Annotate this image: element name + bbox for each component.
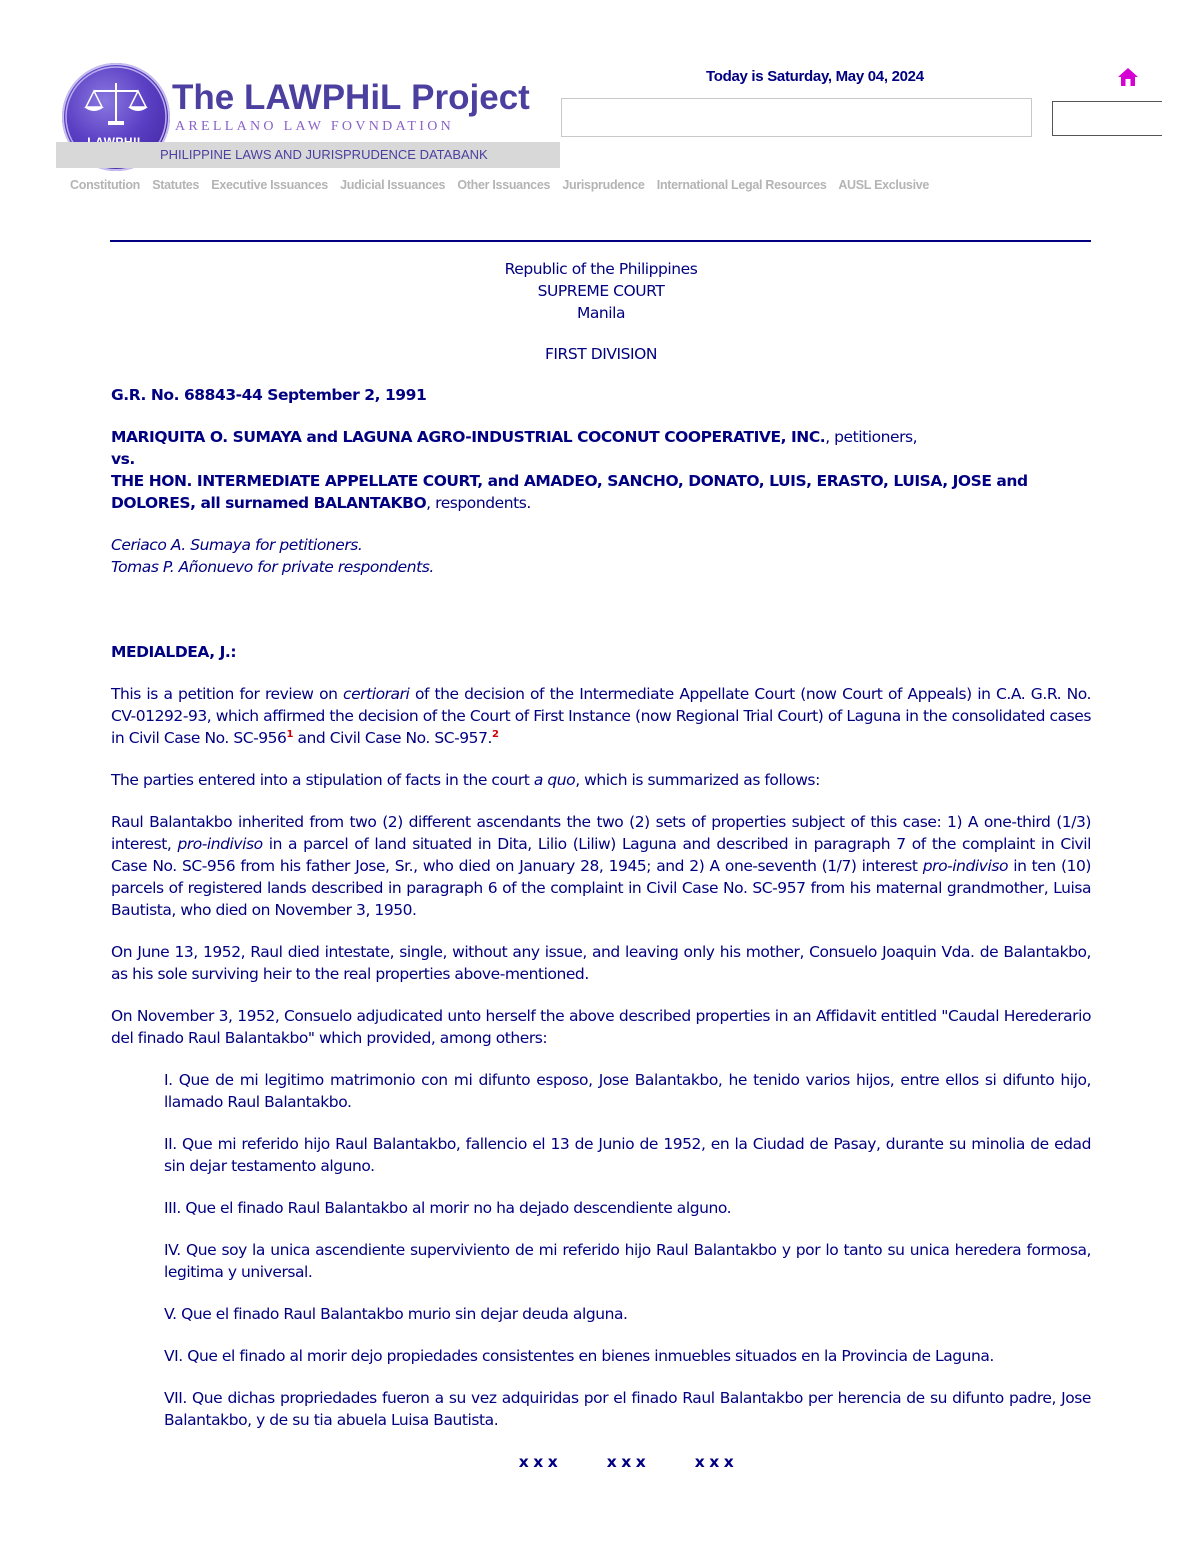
paragraph-1-text-a: This is a petition for review on [111, 685, 344, 703]
today-date: Today is Saturday, May 04, 2024 [706, 68, 924, 85]
respondents-label: , respondents. [426, 494, 531, 512]
counsel-petitioners: Ceriaco A. Sumaya for petitioners. [111, 536, 363, 554]
paragraph-1-text-c: of the decision of the Intermediate Appellate Court (now Court of Appeals) in C.A. G.R. No. CV-01292-93, which affirmed the decision of the Court of First Instance (now Regional Trial Court) of Laguna in the consolidated cases in Civil Case No. SC-956 [111, 685, 1091, 747]
nav-international-legal-resources[interactable]: International Legal Resources [656, 178, 827, 192]
affidavit-item-6: VI. Que el finado al morir dejo propiedades consistentes en bienes inmuebles situados en la Provincia de Laguna. [164, 1347, 994, 1365]
paragraph-2-text-c: , which is summarized as follows: [575, 771, 820, 789]
affidavit-item-5: V. Que el finado Raul Balantakbo murio sin dejar deuda alguna. [164, 1305, 628, 1323]
affidavit-item-2: II. Que mi referido hijo Raul Balantakbo, fallencio el 13 de Junio de 1952, en la Ciudad de Pasay, durante su minolia de edad sin dejar testamento alguno. [164, 1135, 1091, 1175]
paragraph-2-text-a: The parties entered into a stipulation of facts in the court [111, 771, 534, 789]
paragraph-1-text-d: and Civil Case No. SC-957. [292, 729, 492, 747]
case-number: G.R. No. 68843-44 September 2, 1991 [111, 386, 427, 404]
affidavit-item-4: IV. Que soy la unica ascendiente superviviento de mi referido hijo Raul Balantakbo y por lo tanto su unica heredera formosa, legitima y universal. [164, 1241, 1091, 1281]
paragraph-3-text-e: in ten (10) parcels of registered lands described in paragraph 6 of the complaint in Civil Case No. SC-957 from his maternal grandmother, Luisa Bautista, who died on November 3, 1950. [111, 857, 1091, 919]
nav-ausl-exclusive[interactable]: AUSL Exclusive [838, 178, 930, 192]
ponente: MEDIALDEA, J.: [111, 643, 237, 661]
petitioners-label: , petitioners, [825, 428, 918, 446]
petitioners-names: MARIQUITA O. SUMAYA and LAGUNA AGRO-INDUSTRIAL COCONUT COOPERATIVE, INC. [111, 428, 826, 446]
counsel-block [111, 534, 1091, 578]
nav-jurisprudence[interactable]: Jurisprudence [562, 178, 645, 192]
affidavit-item-7: VII. Que dichas propriedades fueron a su vez adquiridas por el finado Raul Balantakbo per herencia de su difunto padre, Jose Balantakbo, y de su tia abuela Luisa Bautista. [164, 1389, 1091, 1429]
paragraph-3-text-a: Raul Balantakbo inherited from two (2) different ascendants the two (2) sets of properties subject of this case: 1) A one-third (1/3) interest, [111, 813, 1091, 853]
ellipsis-break: x x x x x x x x x [518, 1453, 734, 1471]
versus: vs. [111, 450, 135, 468]
paragraph-3 [111, 811, 1091, 921]
paragraph-1-text-b: certiorari [343, 685, 410, 703]
brand-subtitle: ARELLANO LAW FOVNDATION [175, 119, 455, 134]
brand-title-pre: The [172, 78, 244, 117]
brand-title[interactable] [172, 78, 530, 118]
search-button[interactable] [1052, 101, 1162, 136]
footnote-link-2[interactable]: 2 [491, 728, 499, 740]
nav-constitution[interactable]: Constitution [70, 178, 140, 192]
case-parties [111, 426, 1091, 514]
division-name: FIRST DIVISION [544, 345, 658, 363]
home-icon[interactable] [1116, 66, 1140, 88]
republic-line: Republic of the Philippines [504, 260, 698, 278]
affidavit-item-3: III. Que el finado Raul Balantakbo al morir no ha dejado descendiente alguno. [164, 1199, 732, 1217]
brand-band-text: PHILIPPINE LAWS AND JURISPRUDENCE DATABANK [160, 147, 488, 162]
header-divider [110, 240, 1091, 242]
main-nav [70, 178, 938, 192]
nav-statutes[interactable]: Statutes [152, 178, 200, 192]
search-input[interactable] [561, 98, 1032, 137]
brand-band [56, 142, 560, 168]
paragraph-4: On June 13, 1952, Raul died intestate, single, without any issue, and leaving only his mother, Consuelo Joaquin Vda. de Balantakbo, as his sole surviving heir to the real properties above-mentioned. [111, 943, 1091, 983]
footnote-link-1[interactable]: 1 [286, 728, 293, 740]
counsel-respondents: Tomas P. Añonuevo for private respondents. [111, 558, 434, 576]
paragraph-3-text-c: in a parcel of land situated in Dita, Lilio (Liliw) Laguna and described in paragraph 7 of the complaint in Civil Case No. SC-956 from his father Jose, Sr., who died on January 28, 1945; and 2) A one-seventh (1/7) interest [111, 835, 1091, 875]
court-city: Manila [576, 304, 626, 322]
paragraph-5: On November 3, 1952, Consuelo adjudicated unto herself the above described properties in an Affidavit entitled "Caudal Herederario del finado Raul Balantakbo" which provided, among others: [111, 1007, 1091, 1047]
affidavit-item-1: I. Que de mi legitimo matrimonio con mi difunto esposo, Jose Balantakbo, he tenido varios hijos, entre ellos si difunto hijo, llamado Raul Balantakbo. [164, 1071, 1091, 1111]
nav-executive-issuances[interactable]: Executive Issuances [211, 178, 328, 192]
nav-judicial-issuances[interactable]: Judicial Issuances [340, 178, 446, 192]
respondents-names: THE HON. INTERMEDIATE APPELLATE COURT, and AMADEO, SANCHO, DONATO, LUIS, ERASTO, LUISA, JOSE and DOLORES, all surnamed BALANTAKBO [111, 472, 1028, 512]
brand-title-bold: LAWPHiL [243, 78, 402, 117]
decision-document [111, 258, 1091, 1473]
paragraph-2-text-b: a quo [533, 771, 576, 789]
paragraph-3-text-d: pro-indiviso [922, 857, 1008, 875]
paragraph-1 [111, 683, 1091, 749]
paragraph-3-text-b: pro-indiviso [177, 835, 263, 853]
brand-title-post: Project [401, 78, 530, 117]
paragraph-2 [111, 769, 1091, 791]
court-name: SUPREME COURT [537, 282, 665, 300]
nav-other-issuances[interactable]: Other Issuances [457, 178, 551, 192]
